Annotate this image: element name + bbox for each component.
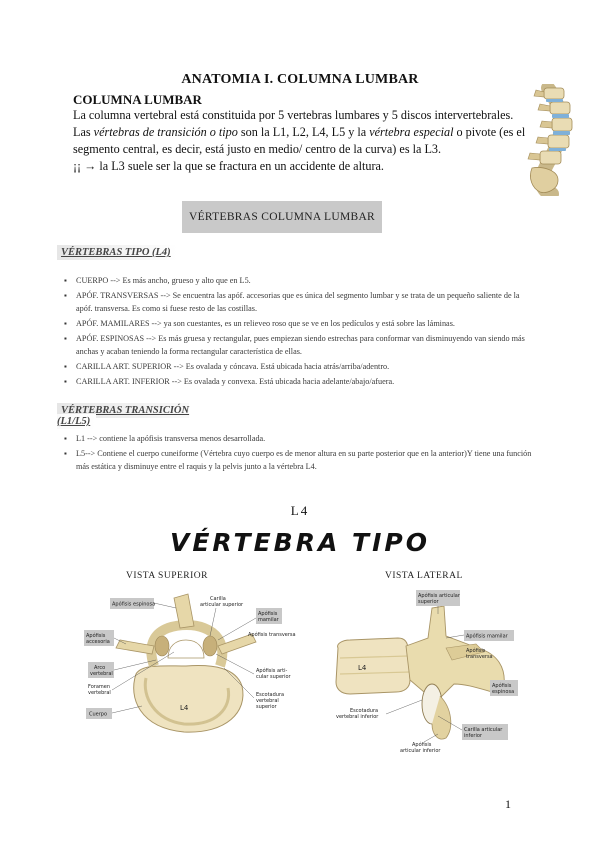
label-text: vertebral — [90, 671, 113, 677]
vertebra-tipo-title: VÉRTEBRA TIPO — [170, 528, 430, 557]
vertebra-l4-label: L4 — [358, 664, 367, 672]
label-text: Foramen — [88, 684, 110, 690]
label-text: Carilla articular — [464, 727, 503, 733]
list-item: ▪ APÓF. ESPINOSAS --> Es más gruesa y rectangular, pues empiezan siendo estrechas para conformar van disminuyendo van siendo más anchas y acaban teniendo la forma rectangular característica de ellas. — [62, 333, 537, 358]
vista-lateral-figure — [328, 588, 538, 758]
label-text: cular superior — [256, 674, 291, 680]
list-item: ▪ CARILLA ART. SUPERIOR --> Es ovalada y cóncava. Está ubicada hacia atrás/arriba/adentro. — [62, 361, 537, 374]
label-text: Escotadura — [350, 708, 379, 714]
list-item: ▪ CARILLA ART. INFERIOR --> Es ovalada y convexa. Está ubicada hacia adelante/abajo/afuera. — [62, 376, 537, 389]
intro-sentence-2a: Las — [73, 125, 94, 139]
figure-label-transversa — [466, 647, 493, 660]
label-text: Escotadura — [256, 692, 285, 698]
label-text: Apófisis — [258, 611, 278, 617]
figure-label-transversa — [248, 631, 296, 638]
label-text: mamilar — [258, 617, 279, 623]
intro-sentence-2e: o pivote (es el segmento central, es decir, está justo en medio/ centro de la curva) es la L3. — [73, 125, 526, 156]
label-text: vertebral — [88, 690, 111, 696]
list-item: ▪ APÓF. TRANSVERSAS --> Se encuentra las apóf. accesorias que es única del segmento lumbar y se trata de un pequeño saliente de la apóf. transversa. Es como si fuese resto de las costillas. — [62, 290, 537, 315]
label-text: Apófisis espinosa — [112, 601, 156, 608]
label-text: Apófisis — [86, 633, 106, 639]
label-text: vertebral inferior — [336, 714, 379, 720]
intro-sentence-3: ¡¡ → la L3 suele ser la que se fractura en un accidente de altura. — [73, 159, 384, 173]
intro-term-especial: vértebra especial — [369, 125, 454, 139]
label-text: Apófisis — [466, 648, 486, 654]
vertebra-l4-label: L4 — [180, 704, 189, 712]
vista-superior-figure — [76, 588, 306, 738]
label-text: accesoria — [86, 639, 110, 645]
label-text: Apófisis transversa — [248, 632, 296, 638]
intro-sentence-2c: son la L1, L2, L4, L5 y la — [237, 125, 370, 139]
label-text: vertebral — [256, 698, 279, 704]
section-heading: COLUMNA LUMBAR — [73, 92, 202, 107]
section-banner-text: VÉRTEBRAS COLUMNA LUMBAR — [188, 211, 376, 223]
intro-paragraph — [73, 107, 528, 175]
label-text: Apófisis articular — [418, 593, 460, 599]
label-text: transversa — [466, 654, 493, 660]
vertebra-superior-drawing — [116, 594, 256, 732]
vertebras-transicion-list — [62, 433, 537, 476]
figure-label-escotadura — [336, 700, 422, 720]
figure-label-articular-inferior — [400, 734, 441, 754]
vertebras-transicion-heading-text: VÉRTEBRAS TRANSICIÓN (L1/L5) — [57, 405, 190, 427]
document-title: ANATOMIA I. COLUMNA LUMBAR — [181, 72, 419, 87]
label-text: superior — [418, 599, 439, 605]
figure-label-espinosa — [490, 680, 518, 696]
label-text: inferior — [464, 733, 482, 739]
label-text: articular superior — [200, 602, 244, 608]
intro-sentence-1: La columna vertebral está constituida por 5 vertebras lumbares y 5 discos intervertebrales. — [73, 108, 514, 122]
vista-lateral-title: VISTA LATERAL — [385, 571, 463, 581]
list-item: ▪ L1 --> contiene la apófisis transversa menos desarrollada. — [62, 433, 537, 446]
label-text: Apófisis — [412, 742, 432, 748]
vertebras-transicion-heading — [57, 405, 217, 427]
list-item: ▪ APÓF. MAMILARES --> ya son cuestantes, es un relieveo roso que se ve en los pedículos y está sobre las láminas. — [62, 318, 537, 331]
vertebras-tipo-heading-text: VÉRTEBRAS TIPO (L4) — [57, 245, 177, 260]
label-text: Arco — [94, 665, 106, 671]
label-text: Apófisis arti- — [256, 668, 288, 674]
figure-label-espinosa — [110, 598, 176, 609]
label-text: Apófisis mamilar — [466, 633, 508, 640]
intro-term-transicion: vértebras de transición o tipo — [93, 125, 238, 139]
section-banner — [182, 201, 382, 233]
lumbar-spine-illustration — [518, 84, 576, 196]
figure-label-cuerpo — [86, 706, 142, 719]
page-number: 1 — [505, 797, 511, 811]
vertebras-tipo-heading — [57, 247, 227, 258]
label-text: superior — [256, 704, 277, 710]
list-item: ▪ CUERPO --> Es más ancho, grueso y alto que en L5. — [62, 275, 537, 288]
label-text: Carilla — [210, 596, 226, 602]
label-text: Apófisis — [492, 683, 512, 689]
vista-superior-title: VISTA SUPERIOR — [126, 571, 208, 581]
label-text: espinosa — [492, 689, 515, 695]
label-text: Cuerpo — [89, 711, 108, 718]
l4-label: L4 — [290, 503, 310, 518]
list-item: ▪ L5--> Contiene el cuerpo cuneiforme (Vértebra cuyo cuerpo es de menor altura en su parte posterior que en la anterior)Y tiene una función más estática y disminuye entre el raquis y la pelvis junto a la vértebra L4. — [62, 448, 537, 473]
label-text: articular inferior — [400, 748, 441, 754]
vertebras-tipo-list — [62, 275, 537, 391]
